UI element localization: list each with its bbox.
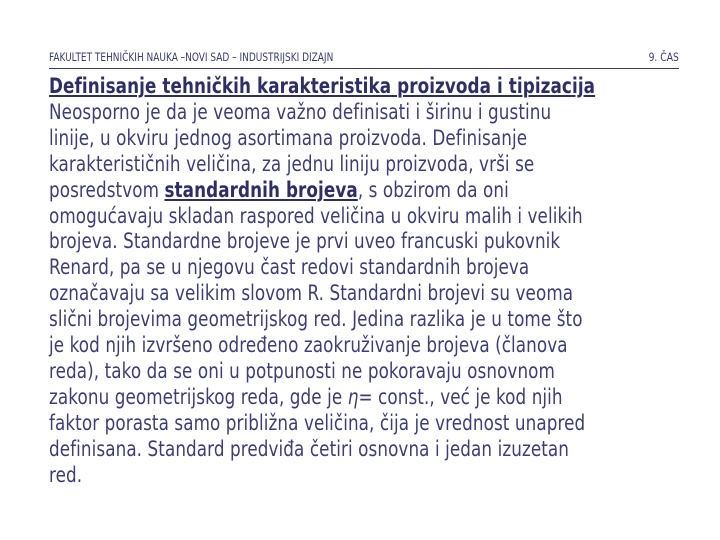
header-institution: FAKULTET TEHNIČKIH NAUKA –NOVI SAD – INDUSTRIJSKI DIZAJN <box>49 50 334 64</box>
text-line: faktor porasta samo približna veličina, čija je vrednost unapred <box>49 410 586 435</box>
slide-body <box>49 74 683 489</box>
text-line: red. <box>49 462 83 487</box>
text-line: definisana. Standard predviđa četiri osnovna i jedan izuzetan <box>49 436 570 461</box>
text-line: slični brojevima geometrijskog red. Jedina razlika je u tome što <box>49 307 583 332</box>
text-line: je kod njih izvršeno određeno zaokruživanje brojeva (članova <box>49 333 568 358</box>
text-line <box>49 178 683 204</box>
eta-symbol: η <box>347 384 359 409</box>
text-line: karakterističnih veličina, za jednu liniju proizvoda, vrši se <box>49 151 535 176</box>
text-line: reda), tako da se oni u potpunosti ne pokoravaju osnovnom <box>49 358 555 383</box>
text-segment: zakonu geometrijskog reda, gde je <box>49 384 348 409</box>
text-line: omogućavaju skladan raspored veličina u okviru malih i velikih <box>49 203 583 228</box>
text-segment: posredstvom <box>49 177 165 202</box>
text-line <box>49 385 683 411</box>
slide-header <box>49 46 679 69</box>
text-line: Neosporno je da je veoma važno definisati i širinu i gustinu <box>49 99 552 124</box>
text-line: linije, u okviru jednog asortimana proizvoda. Definisanje <box>49 125 528 150</box>
text-line: Renard, pa se u njegovu čast redovi standardnih brojeva <box>49 255 530 280</box>
text-line: brojeva. Standardne brojeve je prvi uveo francuski pukovnik <box>49 229 561 254</box>
header-lesson-number: 9. ČAS <box>648 50 679 64</box>
text-segment: = const., već je kod njih <box>358 384 563 409</box>
highlighted-term: standardnih brojeva <box>164 177 358 202</box>
slide-title: Definisanje tehničkih karakteristika proizvoda i tipizacija <box>49 74 596 98</box>
text-line: označavaju sa velikim slovom R. Standardni brojevi su veoma <box>49 281 574 306</box>
text-segment: , s obzirom da oni <box>357 177 509 202</box>
